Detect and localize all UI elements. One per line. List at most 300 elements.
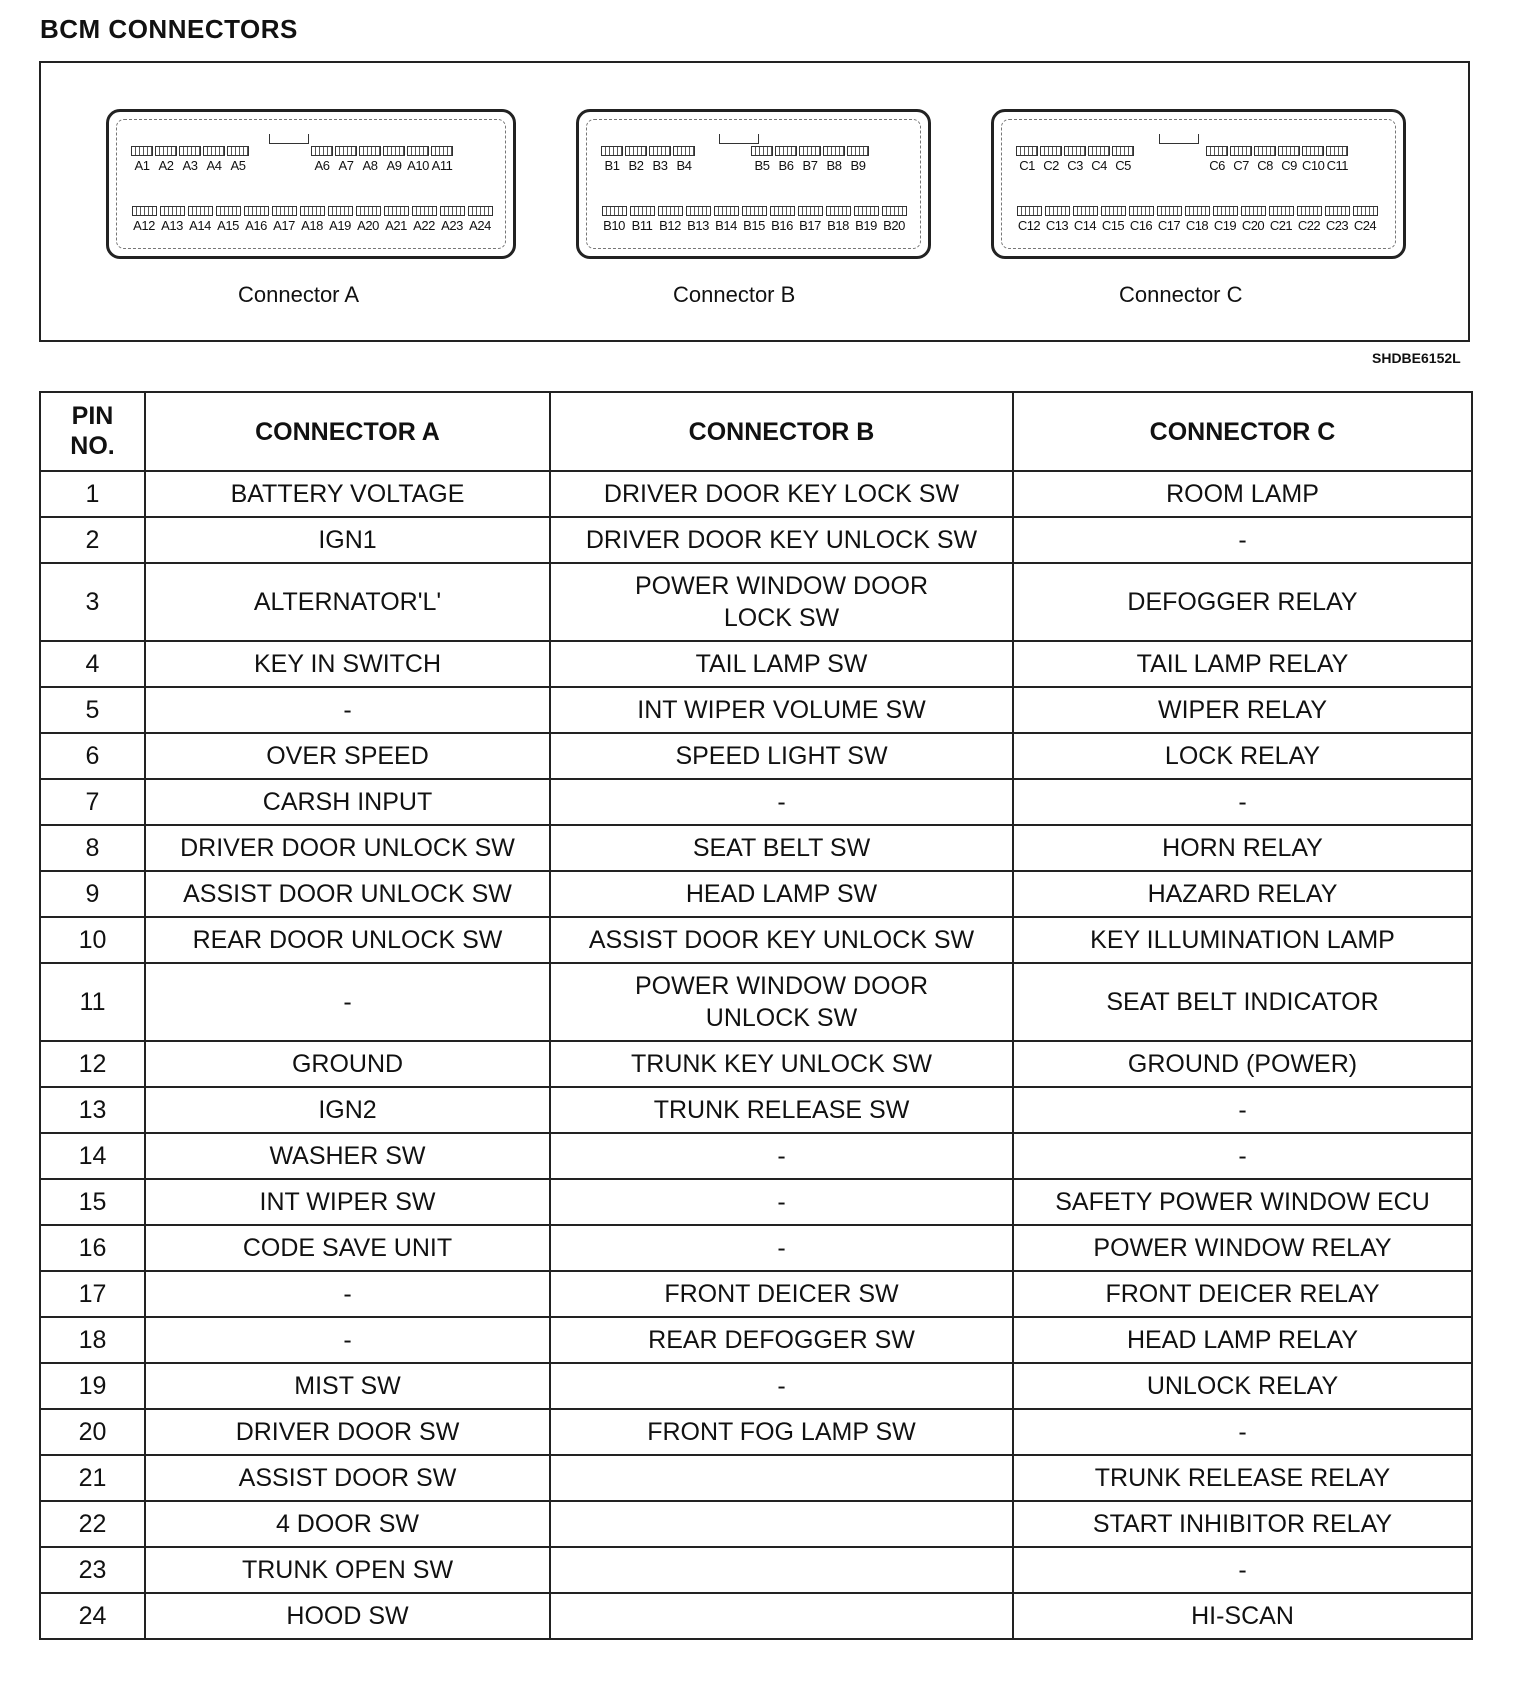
pin-row [311,146,455,173]
connector-a-drawing [106,109,516,259]
pin-slot [1185,206,1210,216]
pin-slot [1206,146,1228,156]
connector-pin [625,146,647,173]
connector-pin [187,206,213,233]
pin-slot [1016,146,1038,156]
pin-label: A22 [413,218,435,233]
table-row [40,1547,1472,1593]
pin-label: C4 [1091,158,1107,173]
pin-slot [203,146,225,156]
connector-pin [1278,146,1300,173]
pin-slot [359,146,381,156]
header-pin-no: PIN NO. [40,392,145,471]
pin-function-cell: POWER WINDOW RELAY [1013,1225,1472,1271]
pin-slot [630,206,655,216]
connector-pin [407,146,429,173]
pin-function-cell: DRIVER DOOR KEY UNLOCK SW [550,517,1013,563]
pin-slot [300,206,325,216]
key-notch [269,134,309,144]
pin-function-cell: - [145,1317,550,1363]
pin-number-cell: 5 [40,687,145,733]
pin-function-cell: HEAD LAMP SW [550,871,1013,917]
pin-label: C5 [1115,158,1131,173]
pin-label: C8 [1257,158,1273,173]
connector-pin [1100,206,1126,233]
pin-slot [770,206,795,216]
pin-label: A7 [338,158,354,173]
pin-row [1016,206,1380,233]
pin-function-cell: ASSIST DOOR UNLOCK SW [145,871,550,917]
pin-function-cell: KEY ILLUMINATION LAMP [1013,917,1472,963]
header-connector-b: CONNECTOR B [550,392,1013,471]
pin-slot [132,206,157,216]
pin-function-cell: - [550,779,1013,825]
pin-row [131,206,495,233]
pin-function-cell: - [1013,1547,1472,1593]
pin-number-cell: 15 [40,1179,145,1225]
pin-label: B11 [631,218,653,233]
header-connector-c: CONNECTOR C [1013,392,1472,471]
pin-function-cell: HOOD SW [145,1593,550,1639]
connector-pin [131,206,157,233]
pin-label: B4 [676,158,692,173]
key-notch [719,134,759,144]
pin-slot [1353,206,1378,216]
pin-number-cell: 21 [40,1455,145,1501]
connector-pin [1064,146,1086,173]
table-row [40,1363,1472,1409]
connector-pin [1184,206,1210,233]
pin-slot [714,206,739,216]
pin-function-cell: INT WIPER SW [145,1179,550,1225]
table-row [40,1271,1472,1317]
pin-slot [751,146,773,156]
diagram-code: SHDBE6152L [1372,350,1461,366]
pin-label: B15 [743,218,765,233]
connector-pin [203,146,225,173]
pin-label: C13 [1045,218,1069,233]
pin-number-cell: 16 [40,1225,145,1271]
pin-function-cell: TAIL LAMP RELAY [1013,641,1472,687]
pin-function-cell: SEAT BELT SW [550,825,1013,871]
connector-pin [741,206,767,233]
pin-label: A9 [386,158,402,173]
pin-function-cell: KEY IN SWITCH [145,641,550,687]
pin-function-cell [550,1593,1013,1639]
table-row [40,1593,1472,1639]
pin-label: A10 [407,158,429,173]
connector-pin [179,146,201,173]
pin-function-cell: FRONT DEICER RELAY [1013,1271,1472,1317]
pin-slot [1325,206,1350,216]
pin-function-cell: POWER WINDOW DOOR LOCK SW [550,563,1013,641]
pin-label: B19 [855,218,877,233]
pin-slot [227,146,249,156]
pin-label: B20 [883,218,905,233]
pin-function-cell: TAIL LAMP SW [550,641,1013,687]
pin-slot [673,146,695,156]
pin-table [39,391,1473,1640]
connector-pin [881,206,907,233]
pin-label: B18 [827,218,849,233]
pin-label: C12 [1017,218,1041,233]
pin-function-cell: WIPER RELAY [1013,687,1472,733]
pin-slot [686,206,711,216]
table-row [40,1455,1472,1501]
pin-label: C10 [1302,158,1325,173]
pin-function-cell: POWER WINDOW DOOR UNLOCK SW [550,963,1013,1041]
pin-function-cell: SEAT BELT INDICATOR [1013,963,1472,1041]
pin-slot [1045,206,1070,216]
pin-number-cell: 11 [40,963,145,1041]
pin-slot [775,146,797,156]
connector-pin [1296,206,1322,233]
connector-pin [1112,146,1134,173]
pin-function-cell: IGN1 [145,517,550,563]
pin-function-cell: TRUNK RELEASE SW [550,1087,1013,1133]
pin-function-cell: REAR DOOR UNLOCK SW [145,917,550,963]
pin-slot [1278,146,1300,156]
pin-slot [1088,146,1110,156]
connector-pin [769,206,795,233]
connector-pin [1230,146,1252,173]
pin-slot [1129,206,1154,216]
pin-label: A6 [314,158,330,173]
pin-slot [179,146,201,156]
pin-label: A19 [329,218,351,233]
pin-slot [468,206,493,216]
pin-slot [188,206,213,216]
connector-pin [311,146,333,173]
pin-function-cell: TRUNK OPEN SW [145,1547,550,1593]
pin-function-cell: DRIVER DOOR SW [145,1409,550,1455]
pin-label: A8 [362,158,378,173]
pin-slot [1269,206,1294,216]
pin-slot [272,206,297,216]
pin-row [1016,146,1136,173]
pin-label: A3 [182,158,198,173]
connector-pin [657,206,683,233]
table-row [40,517,1472,563]
pin-function-cell: - [550,1363,1013,1409]
connector-pin [673,146,695,173]
pin-label: B7 [802,158,818,173]
pin-label: C17 [1157,218,1181,233]
connector-pin [155,146,177,173]
pin-label: B13 [687,218,709,233]
pin-label: A2 [158,158,174,173]
pin-function-cell: TRUNK RELEASE RELAY [1013,1455,1472,1501]
pin-slot [244,206,269,216]
connector-pin [1268,206,1294,233]
pin-number-cell: 8 [40,825,145,871]
connector-pin [431,146,453,173]
pin-function-cell: UNLOCK RELAY [1013,1363,1472,1409]
pin-label: A21 [385,218,407,233]
pin-number-cell: 19 [40,1363,145,1409]
connector-pin [1072,206,1098,233]
pin-function-cell: 4 DOOR SW [145,1501,550,1547]
pin-slot [131,146,153,156]
pin-function-cell [550,1501,1013,1547]
table-row [40,1225,1472,1271]
pin-label: A18 [301,218,323,233]
pin-label: B10 [603,218,625,233]
pin-label: C18 [1185,218,1209,233]
pin-row [751,146,871,173]
table-row [40,687,1472,733]
pin-label: B12 [659,218,681,233]
pin-label: B5 [754,158,770,173]
pin-slot [601,146,623,156]
header-connector-a: CONNECTOR A [145,392,550,471]
pin-label: A20 [357,218,379,233]
pin-number-cell: 2 [40,517,145,563]
table-body [40,471,1472,1639]
pin-slot [625,146,647,156]
connector-pin [383,146,405,173]
pin-label: A1 [134,158,150,173]
pin-function-cell: - [550,1133,1013,1179]
pin-label: B3 [652,158,668,173]
pin-function-cell: IGN2 [145,1087,550,1133]
pin-function-cell: ASSIST DOOR SW [145,1455,550,1501]
pin-number-cell: 18 [40,1317,145,1363]
table-row [40,871,1472,917]
pin-slot [847,146,869,156]
pin-slot [826,206,851,216]
pin-function-cell: INT WIPER VOLUME SW [550,687,1013,733]
pin-function-cell: REAR DEFOGGER SW [550,1317,1013,1363]
table-row [40,1041,1472,1087]
pin-slot [1064,146,1086,156]
connector-pin [1302,146,1324,173]
connector-pin [853,206,879,233]
pin-slot [799,146,821,156]
pin-slot [1302,146,1324,156]
pin-label: C6 [1209,158,1225,173]
pin-number-cell: 22 [40,1501,145,1547]
pin-slot [854,206,879,216]
pin-function-cell: MIST SW [145,1363,550,1409]
connector-pin [159,206,185,233]
table-row [40,1179,1472,1225]
connector-pin [215,206,241,233]
pin-label: A4 [206,158,222,173]
connector-pin [227,146,249,173]
pin-slot [658,206,683,216]
connector-pin [1212,206,1238,233]
connector-pin [271,206,297,233]
pin-label: A15 [217,218,239,233]
connector-pin [1040,146,1062,173]
pin-number-cell: 13 [40,1087,145,1133]
pin-number-cell: 7 [40,779,145,825]
pin-label: B1 [604,158,620,173]
connector-pin [847,146,869,173]
pin-slot [1213,206,1238,216]
pin-function-cell: CODE SAVE UNIT [145,1225,550,1271]
pin-label: C23 [1325,218,1349,233]
connector-pin [1254,146,1276,173]
pin-slot [356,206,381,216]
pin-label: C19 [1213,218,1237,233]
pin-slot [1230,146,1252,156]
pin-label: A14 [189,218,211,233]
table-row [40,471,1472,517]
connector-pin [751,146,773,173]
pin-slot [742,206,767,216]
pin-slot [1101,206,1126,216]
pin-slot [407,146,429,156]
connector-pin [299,206,325,233]
pin-function-cell: FRONT DEICER SW [550,1271,1013,1317]
pin-slot [798,206,823,216]
connector-pin [685,206,711,233]
connector-pin [327,206,353,233]
pin-function-cell: SAFETY POWER WINDOW ECU [1013,1179,1472,1225]
pin-label: C11 [1326,158,1349,173]
pin-slot [440,206,465,216]
pin-function-cell: - [145,963,550,1041]
pin-label: A24 [469,218,491,233]
pin-function-cell: ALTERNATOR'L' [145,563,550,641]
connector-pin [1326,146,1348,173]
pin-slot [1017,206,1042,216]
pin-number-cell: 1 [40,471,145,517]
pin-number-cell: 20 [40,1409,145,1455]
pin-slot [160,206,185,216]
pin-function-cell: HAZARD RELAY [1013,871,1472,917]
connector-b-label: Connector B [673,282,796,307]
pin-label: A17 [273,218,295,233]
pin-label: C7 [1233,158,1249,173]
connector-pin [825,206,851,233]
connector-pin [775,146,797,173]
pin-label: C20 [1241,218,1265,233]
pin-function-cell: HORN RELAY [1013,825,1472,871]
pin-label: C2 [1043,158,1059,173]
pin-function-cell: - [1013,1087,1472,1133]
pin-label: A23 [441,218,463,233]
pin-slot [412,206,437,216]
pin-label: B14 [715,218,737,233]
table-row [40,1087,1472,1133]
table-row [40,1501,1472,1547]
connector-a-label: Connector A [238,282,360,307]
table-row [40,779,1472,825]
connector-pin [1156,206,1182,233]
pin-slot [1040,146,1062,156]
pin-row [1206,146,1350,173]
connector-pin [1324,206,1350,233]
connector-pin [1044,206,1070,233]
pin-function-cell: FRONT FOG LAMP SW [550,1409,1013,1455]
pin-number-cell: 10 [40,917,145,963]
pin-slot [328,206,353,216]
connector-pin [335,146,357,173]
pin-slot [155,146,177,156]
pin-label: B9 [850,158,866,173]
connector-pin [1016,206,1042,233]
pin-slot [1326,146,1348,156]
connector-pin [1352,206,1378,233]
connector-pin [411,206,437,233]
pin-slot [384,206,409,216]
pin-function-cell: - [1013,1409,1472,1455]
pin-function-cell: - [550,1179,1013,1225]
connector-pin [797,206,823,233]
pin-slot [823,146,845,156]
pin-label: C21 [1269,218,1293,233]
pin-function-cell: HI-SCAN [1013,1593,1472,1639]
pin-row [601,146,697,173]
connector-pin [243,206,269,233]
pin-label: C16 [1129,218,1153,233]
pin-slot [431,146,453,156]
page-title: BCM CONNECTORS [40,14,298,44]
pin-slot [335,146,357,156]
pin-function-cell: START INHIBITOR RELAY [1013,1501,1472,1547]
pin-slot [649,146,671,156]
table-row [40,1317,1472,1363]
pin-function-cell: ASSIST DOOR KEY UNLOCK SW [550,917,1013,963]
connector-pin [799,146,821,173]
pin-function-cell: TRUNK KEY UNLOCK SW [550,1041,1013,1087]
pin-number-cell: 12 [40,1041,145,1087]
table-row [40,963,1472,1041]
pin-label: B17 [799,218,821,233]
pin-function-cell: - [1013,517,1472,563]
pin-number-cell: 6 [40,733,145,779]
pin-label: A5 [230,158,246,173]
connector-pin [629,206,655,233]
table-row [40,917,1472,963]
pin-function-cell: - [145,1271,550,1317]
pin-label: C1 [1019,158,1035,173]
pin-label: C24 [1353,218,1377,233]
pin-slot [1297,206,1322,216]
connector-pin [355,206,381,233]
pin-label: C9 [1281,158,1297,173]
pin-function-cell: OVER SPEED [145,733,550,779]
key-notch [1159,134,1199,144]
pin-label: A12 [133,218,155,233]
pin-number-cell: 23 [40,1547,145,1593]
pin-function-cell: CARSH INPUT [145,779,550,825]
pin-number-cell: 9 [40,871,145,917]
table-header-row [40,392,1472,471]
connector-pin [823,146,845,173]
pin-function-cell: SPEED LIGHT SW [550,733,1013,779]
connector-pin [601,146,623,173]
pin-function-cell: HEAD LAMP RELAY [1013,1317,1472,1363]
pin-function-cell: GROUND (POWER) [1013,1041,1472,1087]
pin-label: C15 [1101,218,1125,233]
pin-number-cell: 17 [40,1271,145,1317]
pin-function-cell [550,1547,1013,1593]
connector-pin [359,146,381,173]
connector-diagram [39,61,1470,342]
connector-pin [1088,146,1110,173]
pin-label: A11 [431,158,453,173]
connector-pin [1206,146,1228,173]
connector-c-label: Connector C [1119,282,1243,307]
pin-function-cell: - [145,687,550,733]
table-row [40,1409,1472,1455]
pin-slot [1254,146,1276,156]
connector-pin [439,206,465,233]
